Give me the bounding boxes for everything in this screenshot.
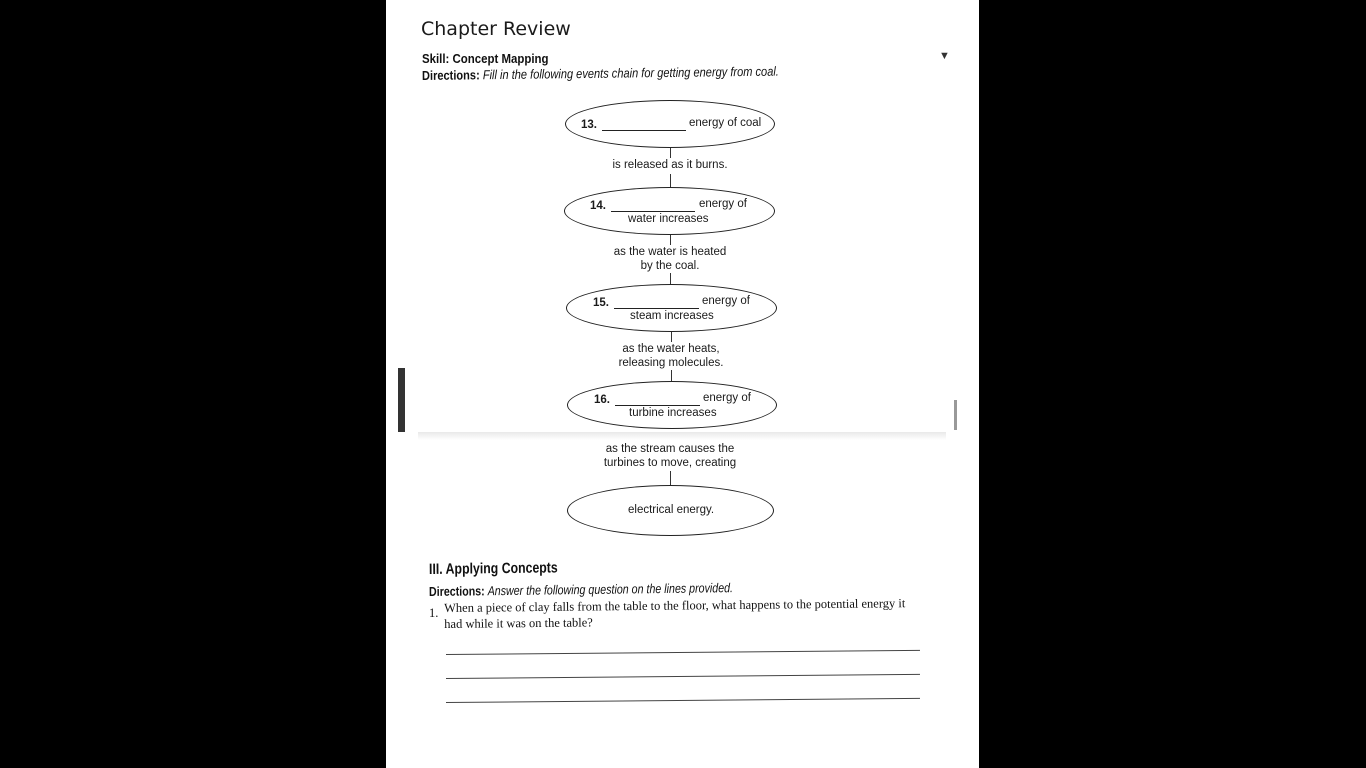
link-label-2 bbox=[570, 245, 770, 273]
event-16-text-b: turbine increases bbox=[629, 407, 717, 419]
section-directions-label: Directions: bbox=[428, 583, 485, 599]
link-4-line-1: as the stream causes the bbox=[605, 443, 735, 455]
section-directions-text: Answer the following question on the lines provided. bbox=[487, 580, 734, 599]
link-3-line-2: releasing molecules. bbox=[618, 357, 724, 369]
directions bbox=[422, 64, 779, 83]
event-15-text-b: steam increases bbox=[630, 310, 714, 322]
worksheet-page bbox=[386, 0, 979, 768]
event-14-text-b: water increases bbox=[628, 213, 709, 225]
connector-line bbox=[670, 174, 671, 188]
scan-artifact-bar bbox=[398, 368, 405, 432]
event-15-answer-blank[interactable] bbox=[614, 299, 699, 309]
event-13-text: energy of coal bbox=[689, 117, 762, 129]
event-box-final bbox=[567, 485, 774, 536]
event-14-answer-blank[interactable] bbox=[611, 202, 695, 212]
link-2-line-2: by the coal. bbox=[640, 260, 700, 272]
answer-line[interactable] bbox=[446, 674, 920, 679]
connector-line bbox=[670, 471, 671, 486]
scan-artifact-mark bbox=[954, 400, 957, 430]
connector-line bbox=[670, 148, 671, 158]
link-3-line-1: as the water heats, bbox=[622, 343, 720, 355]
event-box-15 bbox=[566, 284, 777, 332]
event-box-14 bbox=[564, 187, 775, 235]
event-13-answer-blank[interactable] bbox=[602, 121, 686, 131]
arrow-down-icon: ▼ bbox=[939, 50, 950, 62]
event-16-answer-blank[interactable] bbox=[615, 396, 700, 406]
connector-line bbox=[670, 235, 671, 245]
final-event-text: electrical energy. bbox=[628, 504, 715, 516]
answer-line[interactable] bbox=[446, 698, 920, 703]
skill-heading: Skill: Concept Mapping bbox=[422, 51, 549, 66]
event-14-number: 14. bbox=[590, 200, 606, 212]
event-box-16 bbox=[567, 381, 777, 429]
link-label-1: is released as it burns. bbox=[612, 159, 728, 171]
event-15-text-a: energy of bbox=[702, 295, 750, 307]
section-directions bbox=[429, 580, 733, 599]
event-13-number: 13. bbox=[581, 119, 597, 131]
section-heading: III. Applying Concepts bbox=[428, 559, 558, 578]
question-text: When a piece of clay falls from the table to the floor, what happens to the potential energy it had while it was on the table? bbox=[444, 596, 906, 631]
directions-text: Fill in the following events chain for getting energy from coal. bbox=[482, 63, 779, 83]
answer-line[interactable] bbox=[446, 650, 920, 655]
event-14-text-a: energy of bbox=[699, 198, 747, 210]
event-15-number: 15. bbox=[593, 297, 609, 309]
link-4-line-2: turbines to move, creating bbox=[603, 457, 737, 469]
link-2-line-1: as the water is heated bbox=[613, 246, 727, 258]
event-16-number: 16. bbox=[594, 394, 610, 406]
connector-line bbox=[671, 332, 672, 342]
event-16-text-a: energy of bbox=[703, 392, 751, 404]
question-number: 1. bbox=[429, 606, 439, 620]
link-label-4 bbox=[570, 442, 770, 470]
link-label-3 bbox=[571, 342, 771, 370]
page-title: Chapter Review bbox=[421, 18, 571, 40]
event-box-13 bbox=[565, 100, 775, 148]
directions-label: Directions: bbox=[421, 67, 480, 83]
scan-seam bbox=[418, 432, 946, 440]
